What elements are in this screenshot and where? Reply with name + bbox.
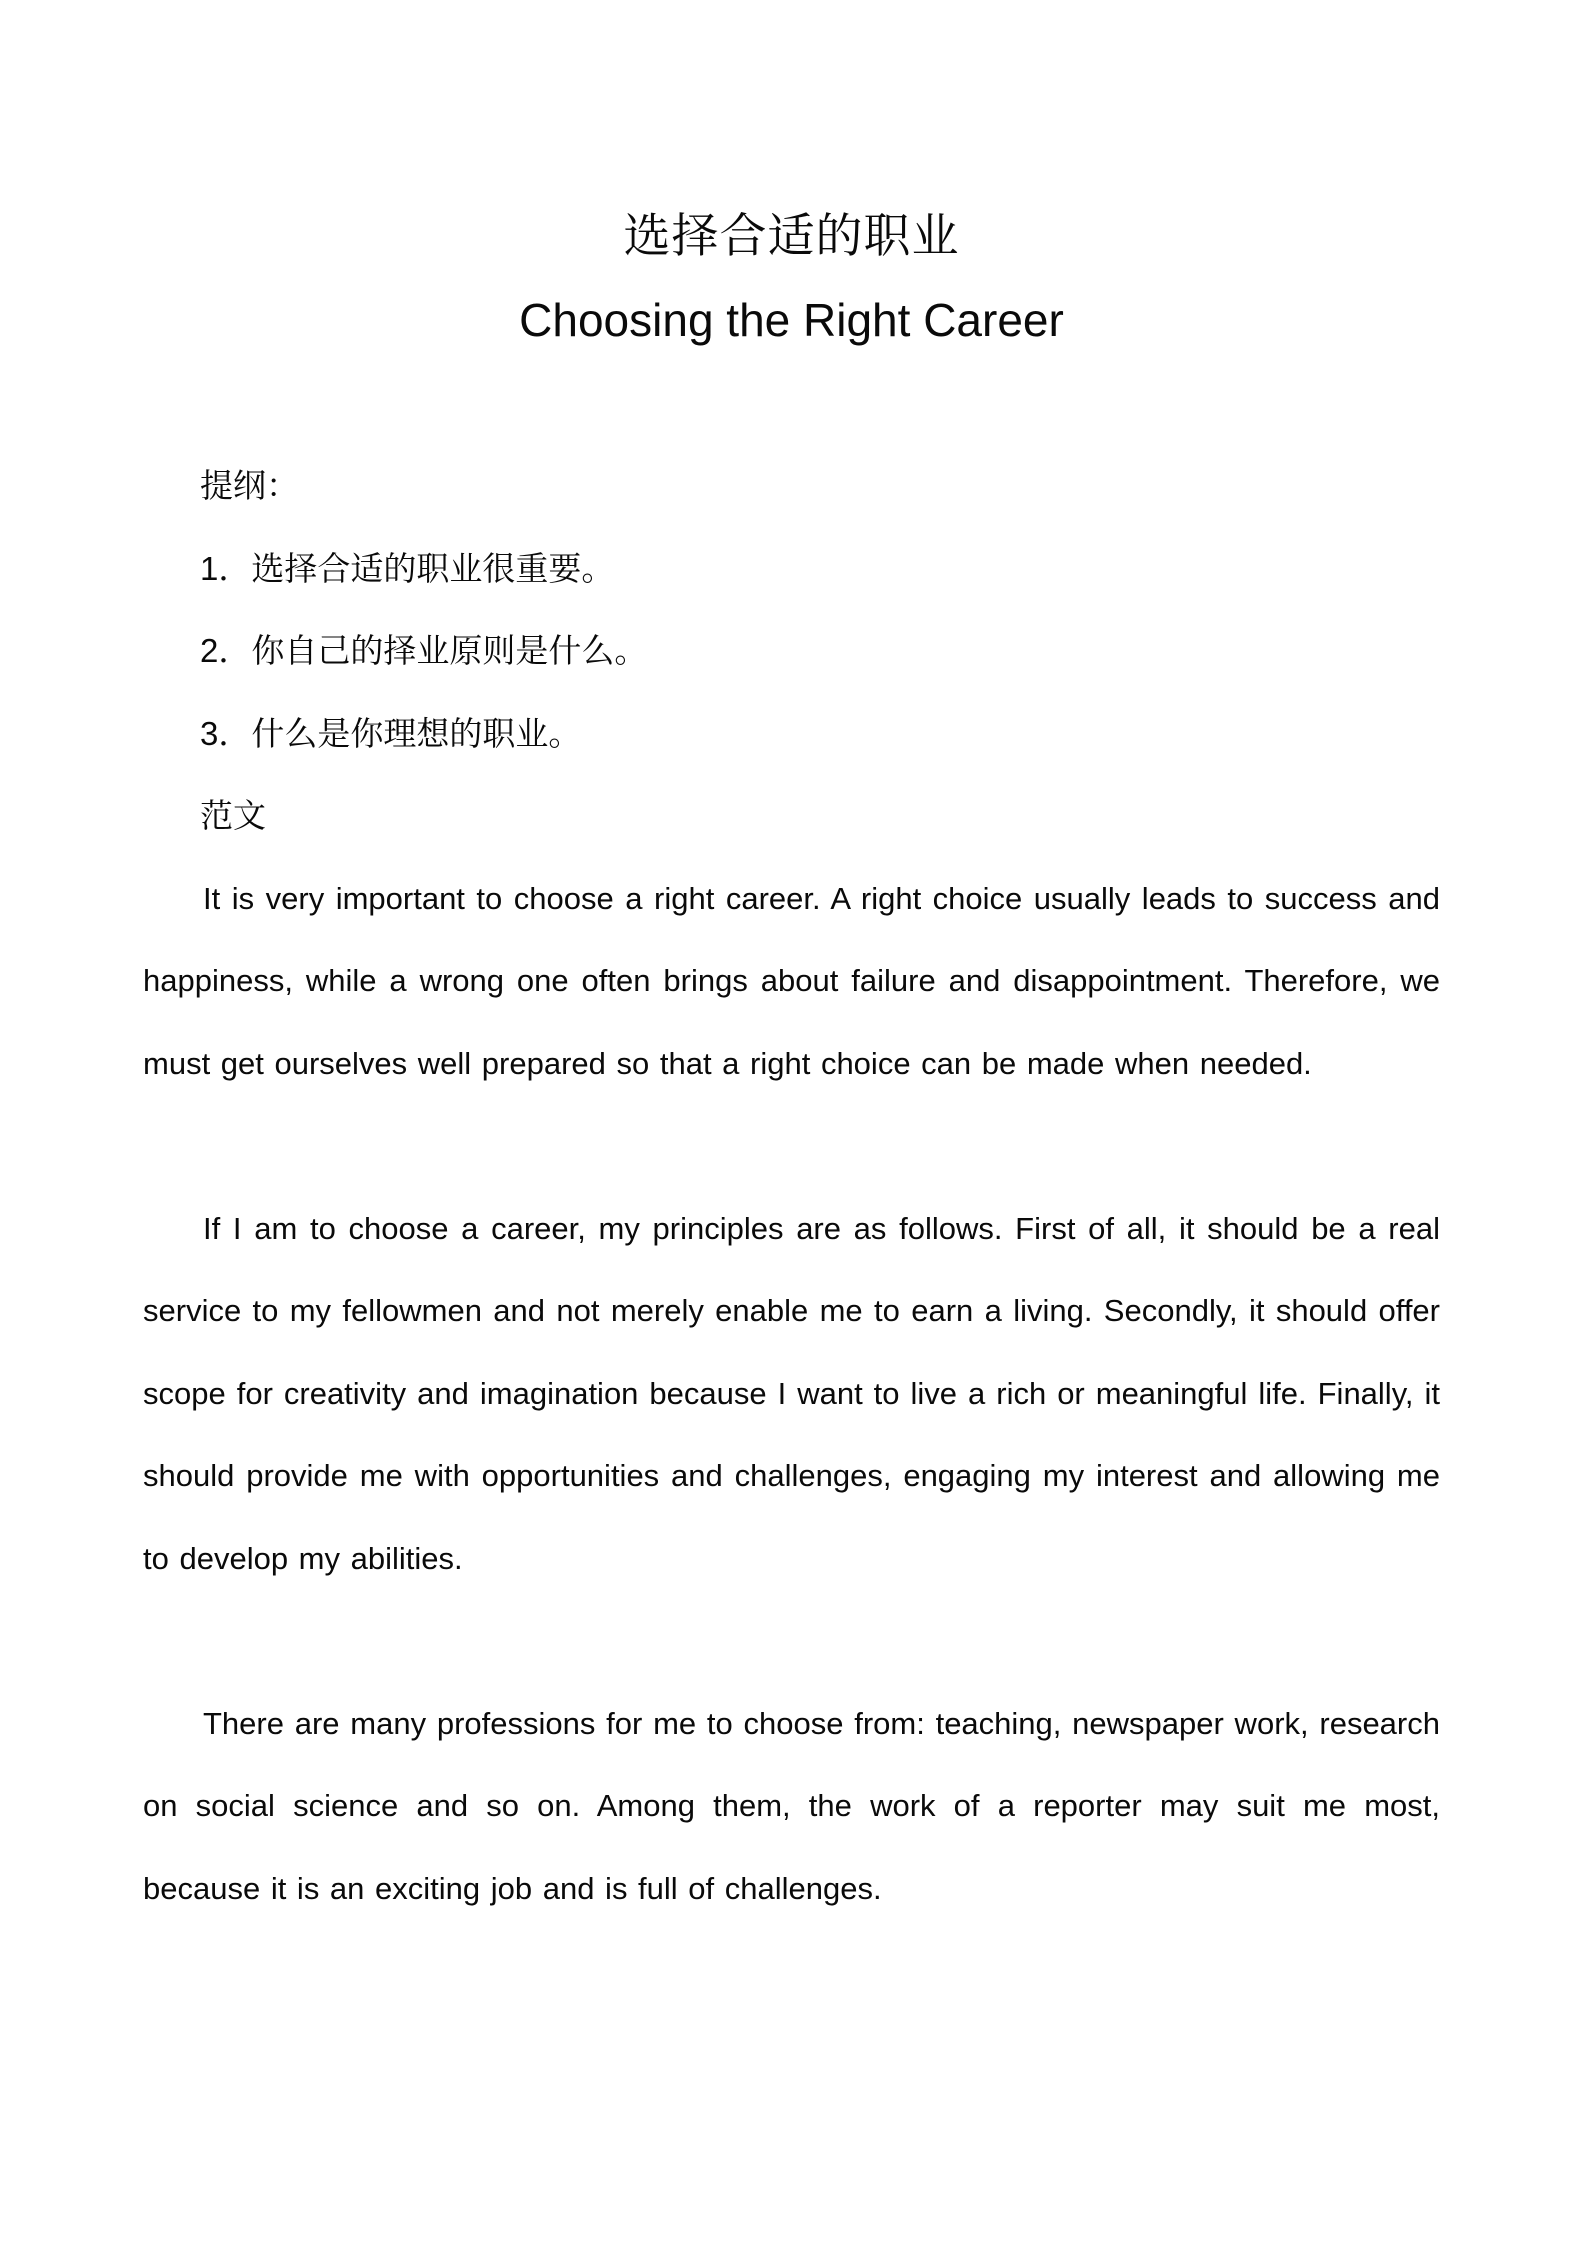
outline-item-2: 2．你自己的择业原则是什么。 — [200, 632, 648, 669]
document-title-english: Choosing the Right Career — [519, 294, 1064, 346]
outline-heading: 提纲： — [200, 467, 299, 504]
outline-item-1: 1．选择合适的职业很重要。 — [200, 549, 615, 587]
title-block — [143, 194, 1440, 362]
outline-item-3: 3．什么是你理想的职业。 — [200, 714, 582, 752]
essay-paragraph-1: It is very important to choose a right career. A right choice usually leads to success and happiness, while a wrong one often brings about failure and disappointment. Therefore, we must get ourselves well prepared so that a right choice can be made when needed. — [143, 880, 1440, 1081]
sample-essay-label: 范文 — [200, 797, 266, 834]
essay-paragraph-2: If I am to choose a career, my principles are as follows. First of all, it should be a real service to my fellowmen and not merely enable me to earn a living. Secondly, it should offer scope for creativity and imagination because I want to live a rich or meaningful life. Finally, it should provide me with opportunities and challenges, engaging my interest and allowing me to develop my abilities. — [143, 1210, 1440, 1576]
essay-paragraph-3: There are many professions for me to choose from: teaching, newspaper work, research on social science and so on. Among them, the work of a reporter may suit me most, because it is an exciting job and is full of challenges. — [143, 1705, 1440, 1906]
document-title-chinese: 选择合适的职业 — [623, 209, 960, 262]
essay-body — [143, 858, 1440, 1931]
essay-outline — [143, 445, 1440, 858]
